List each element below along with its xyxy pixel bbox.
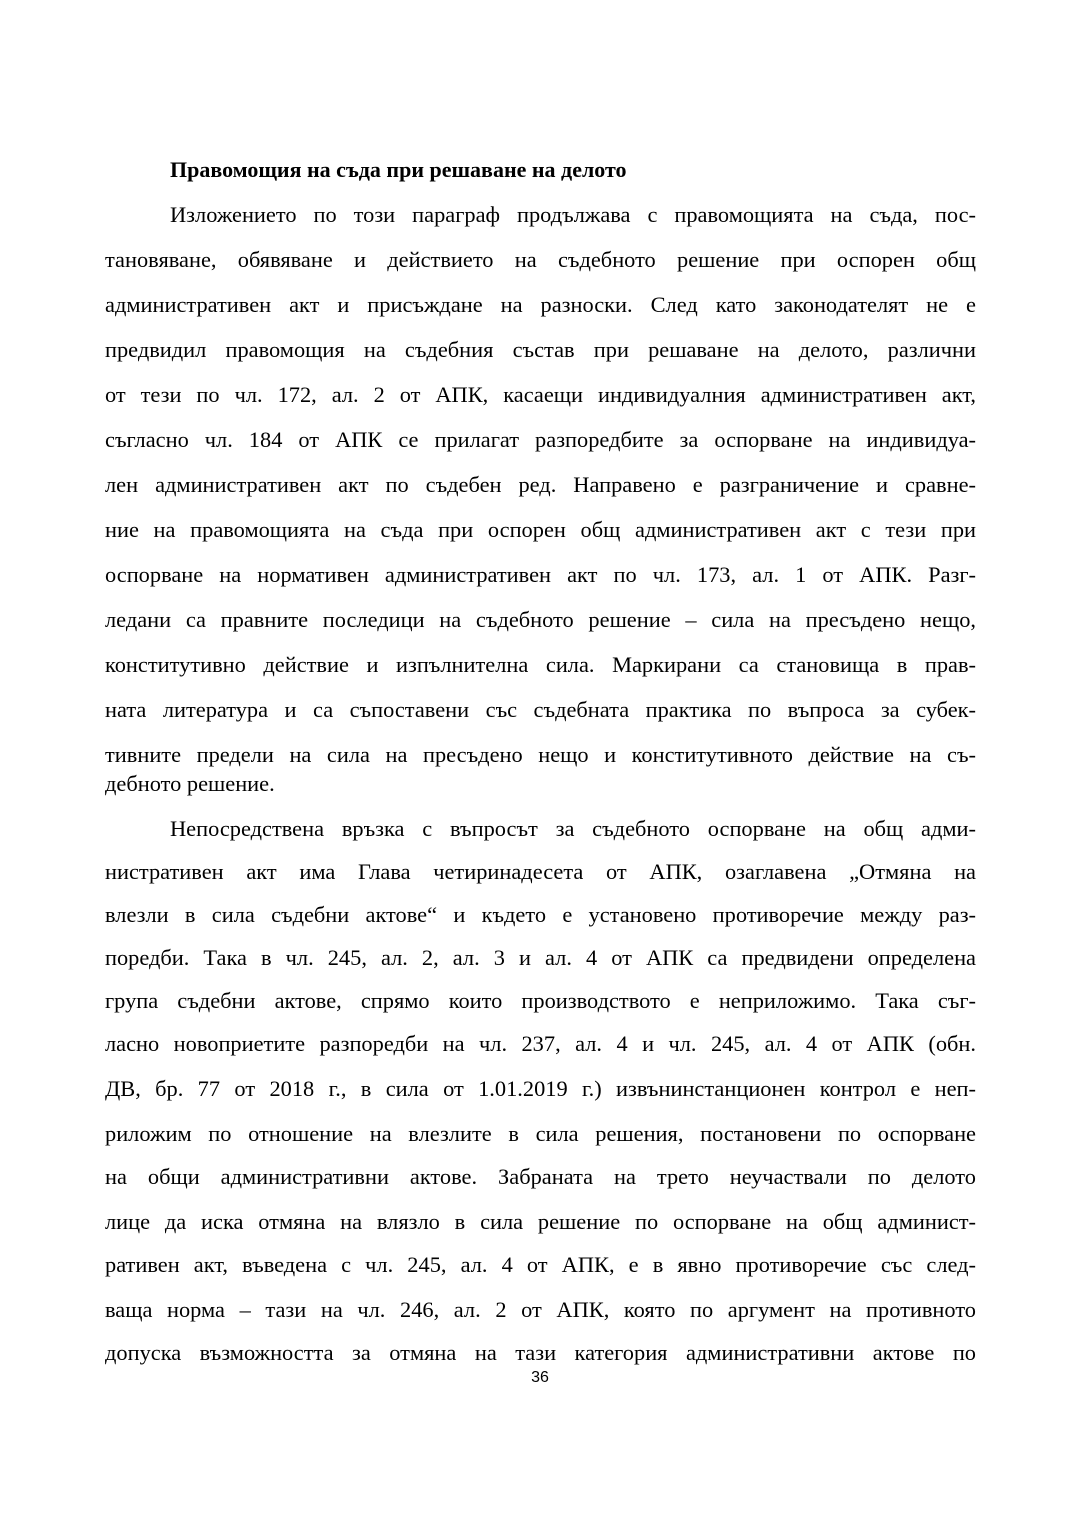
paragraph-1-line: ледани са правните последици на съдебното решение – сила на пресъдено нещо, [105,607,976,632]
paragraph-1-line: от тези по чл. 172, ал. 2 от АПК, касаещи индивидуалния административен акт, [105,382,976,407]
paragraph-1-line: лен административен акт по съдебен ред. Направено е разграничение и сравне- [105,472,976,497]
paragraph-2-line: Непосредствена връзка с въпросът за съдебното оспорване на общ адми- [170,816,976,841]
paragraph-2-line: лице да иска отмяна на влязло в сила решение по оспорване на общ админист- [105,1209,976,1234]
paragraph-2-line: ласно новоприетите разпоредби на чл. 237, ал. 4 и чл. 245, ал. 4 от АПК (обн. [105,1031,976,1056]
paragraph-2-line: ративен акт, въведена с чл. 245, ал. 4 от АПК, е в явно противоречие със след- [105,1252,976,1277]
section-heading: Правомощия на съда при решаване на делото [170,157,627,182]
paragraph-1-line: предвидил правомощия на съдебния състав при решаване на делото, различни [105,337,976,362]
paragraph-1-line: конститутивно действие и изпълнителна сила. Маркирани са становища в прав- [105,652,976,677]
paragraph-1-line: административен акт и присъждане на разноски. След като законодателят не е [105,292,976,317]
paragraph-1-line: дебното решение. [105,771,275,796]
paragraph-1-line: оспорване на нормативен административен акт по чл. 173, ал. 1 от АПК. Разг- [105,562,976,587]
paragraph-2-line: допуска възможността за отмяна на тази категория административни актове по [105,1340,976,1365]
paragraph-2-line: влезли в сила съдебни актове“ и където е установено противоречие между раз- [105,902,976,927]
paragraph-2-line: ваща норма – тази на чл. 246, ал. 2 от АПК, която по аргумент на противното [105,1297,976,1322]
paragraph-2-line: на общи административни актове. Забраната на трето неучаствали по делото [105,1164,976,1189]
paragraph-2-line: поредби. Така в чл. 245, ал. 2, ал. 3 и ал. 4 от АПК са предвидени определена [105,945,976,970]
paragraph-2-line: риложим по отношение на влезлите в сила решения, постановени по оспорване [105,1121,976,1146]
paragraph-2-line: нистративен акт има Глава четиринадесета от АПК, озаглавена „Отмяна на [105,859,976,884]
paragraph-1-line: тивните предели на сила на пресъдено нещо и конститутивното действие на съ- [105,742,976,767]
paragraph-2-line: група съдебни актове, спрямо които производството е неприложимо. Така съг- [105,988,976,1013]
page-number: 36 [531,1369,549,1386]
paragraph-2-line: ДВ, бр. 77 от 2018 г., в сила от 1.01.2019 г.) извънинстанционен контрол е неп- [105,1076,976,1101]
paragraph-1-line: ние на правомощията на съда при оспорен общ административен акт с тези при [105,517,976,542]
paragraph-1-line: тановяване, обявяване и действието на съдебното решение при оспорен общ [105,247,976,272]
paragraph-1-line: съгласно чл. 184 от АПК се прилагат разпоредбите за оспорване на индивидуа- [105,427,976,452]
paragraph-1-line: Изложението по този параграф продължава с правомощията на съда, пос- [170,202,976,227]
paragraph-1-line: ната литература и са съпоставени със съдебната практика по въпроса за субек- [105,697,976,722]
